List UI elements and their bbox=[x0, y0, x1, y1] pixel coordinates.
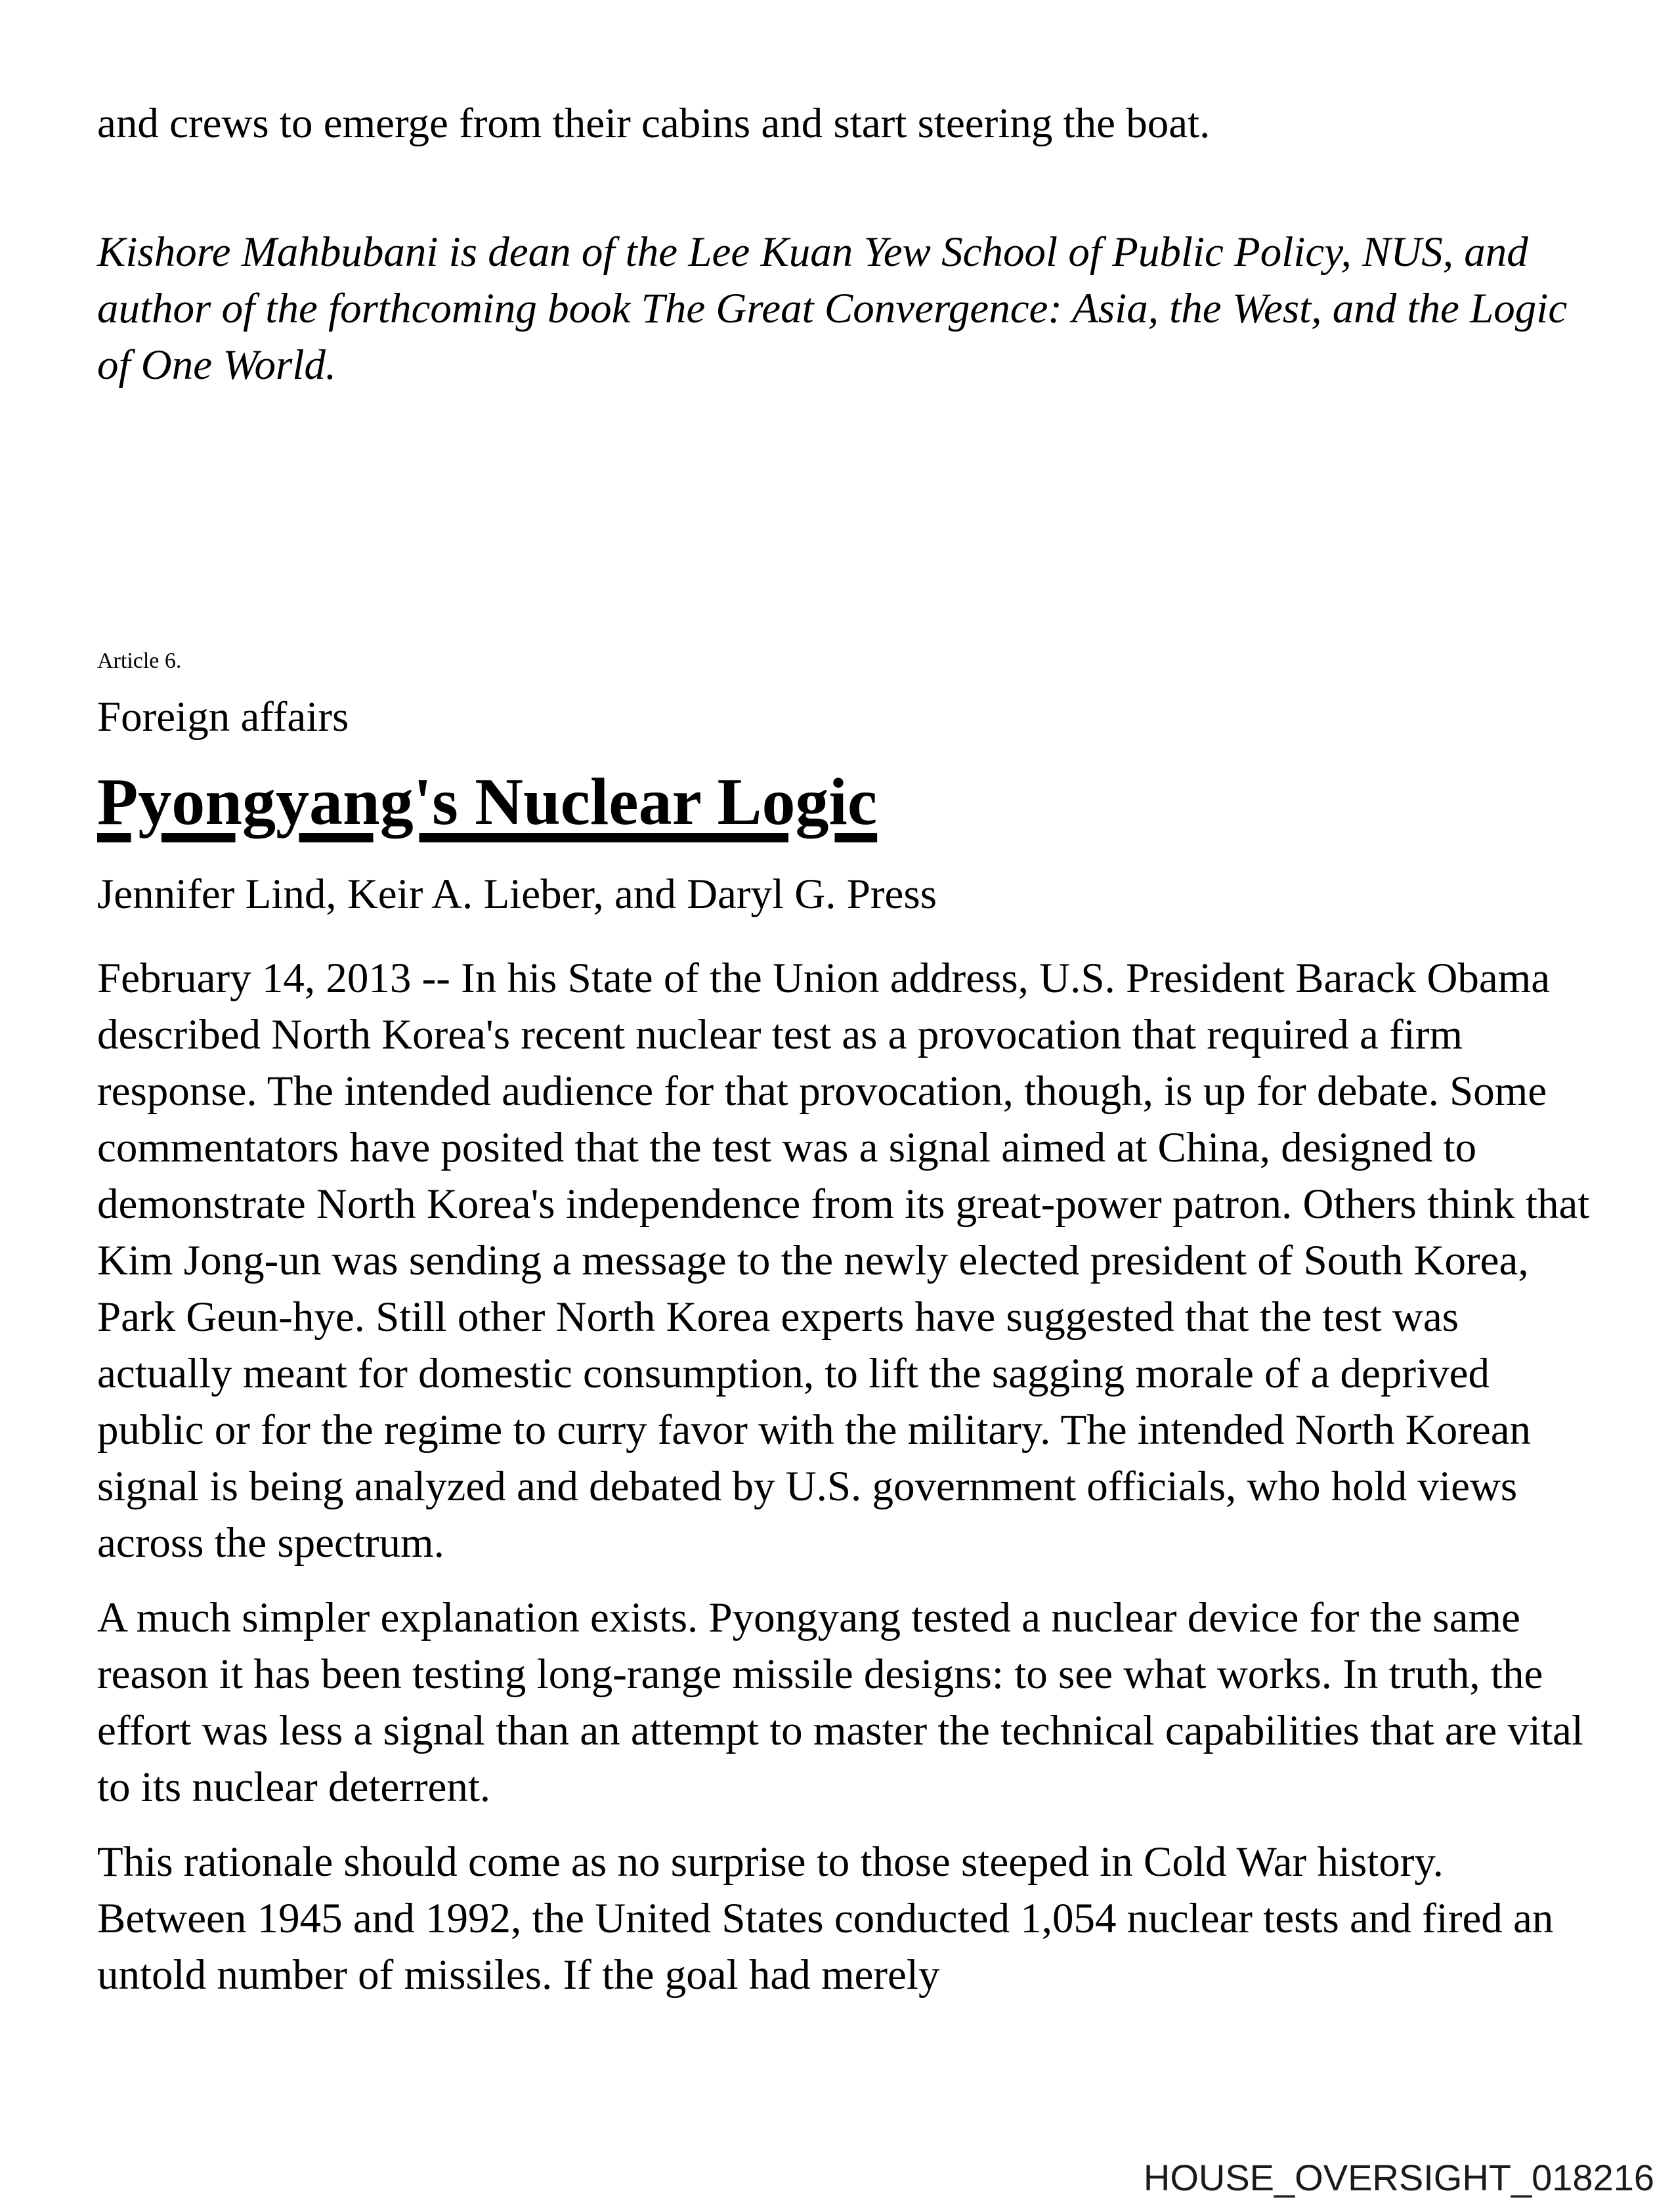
bates-number: HOUSE_OVERSIGHT_018216 bbox=[1143, 2157, 1654, 2198]
article-title: Pyongyang's Nuclear Logic bbox=[97, 765, 878, 839]
continuation-text: and crews to emerge from their cabins and start steering the boat. bbox=[97, 100, 1211, 147]
author-note: Kishore Mahbubani is dean of the Lee Kuan Yew School of Public Policy, NUS, and author of the forthcoming book The Great Convergence: Asia, the West, and the Logic of One World. bbox=[97, 228, 1568, 389]
byline: Jennifer Lind, Keir A. Lieber, and Daryl G. Press bbox=[97, 871, 937, 918]
section-label: Foreign affairs bbox=[97, 693, 349, 741]
document-content bbox=[97, 0, 1600, 2003]
article-label: Article 6. bbox=[97, 649, 182, 673]
paragraph-1: February 14, 2013 -- In his State of the Union address, U.S. President Barack Obama described North Korea's recent nuclear test as a provocation that required a firm response. The intended audience for that provocation, though, is up for debate. Some commentators have posited that the test was a signal aimed at China, designed to demonstrate North Korea's independence from its great-power patron. Others think that Kim Jong-un was sending a message to the newly elected president of South Korea, Park Geun-hye. Still other North Korea experts have suggested that the test was actually meant for domestic consumption, to lift the sagging morale of a deprived public or for the regime to curry favor with the military. The intended North Korean signal is being analyzed and debated by U.S. government officials, who hold views across the spectrum. bbox=[97, 955, 1590, 1567]
paragraph-2: A much simpler explanation exists. Pyongyang tested a nuclear device for the same reason it has been testing long-range missile designs: to see what works. In truth, the effort was less a signal than an attempt to master the technical capabilities that are vital to its nuclear deterrent. bbox=[97, 1594, 1583, 1811]
paragraph-3: This rationale should come as no surprise to those steeped in Cold War history. Between 1945 and 1992, the United States conducted 1,054 nuclear tests and fired an untold number of missiles. If the goal had merely bbox=[97, 1838, 1554, 1999]
